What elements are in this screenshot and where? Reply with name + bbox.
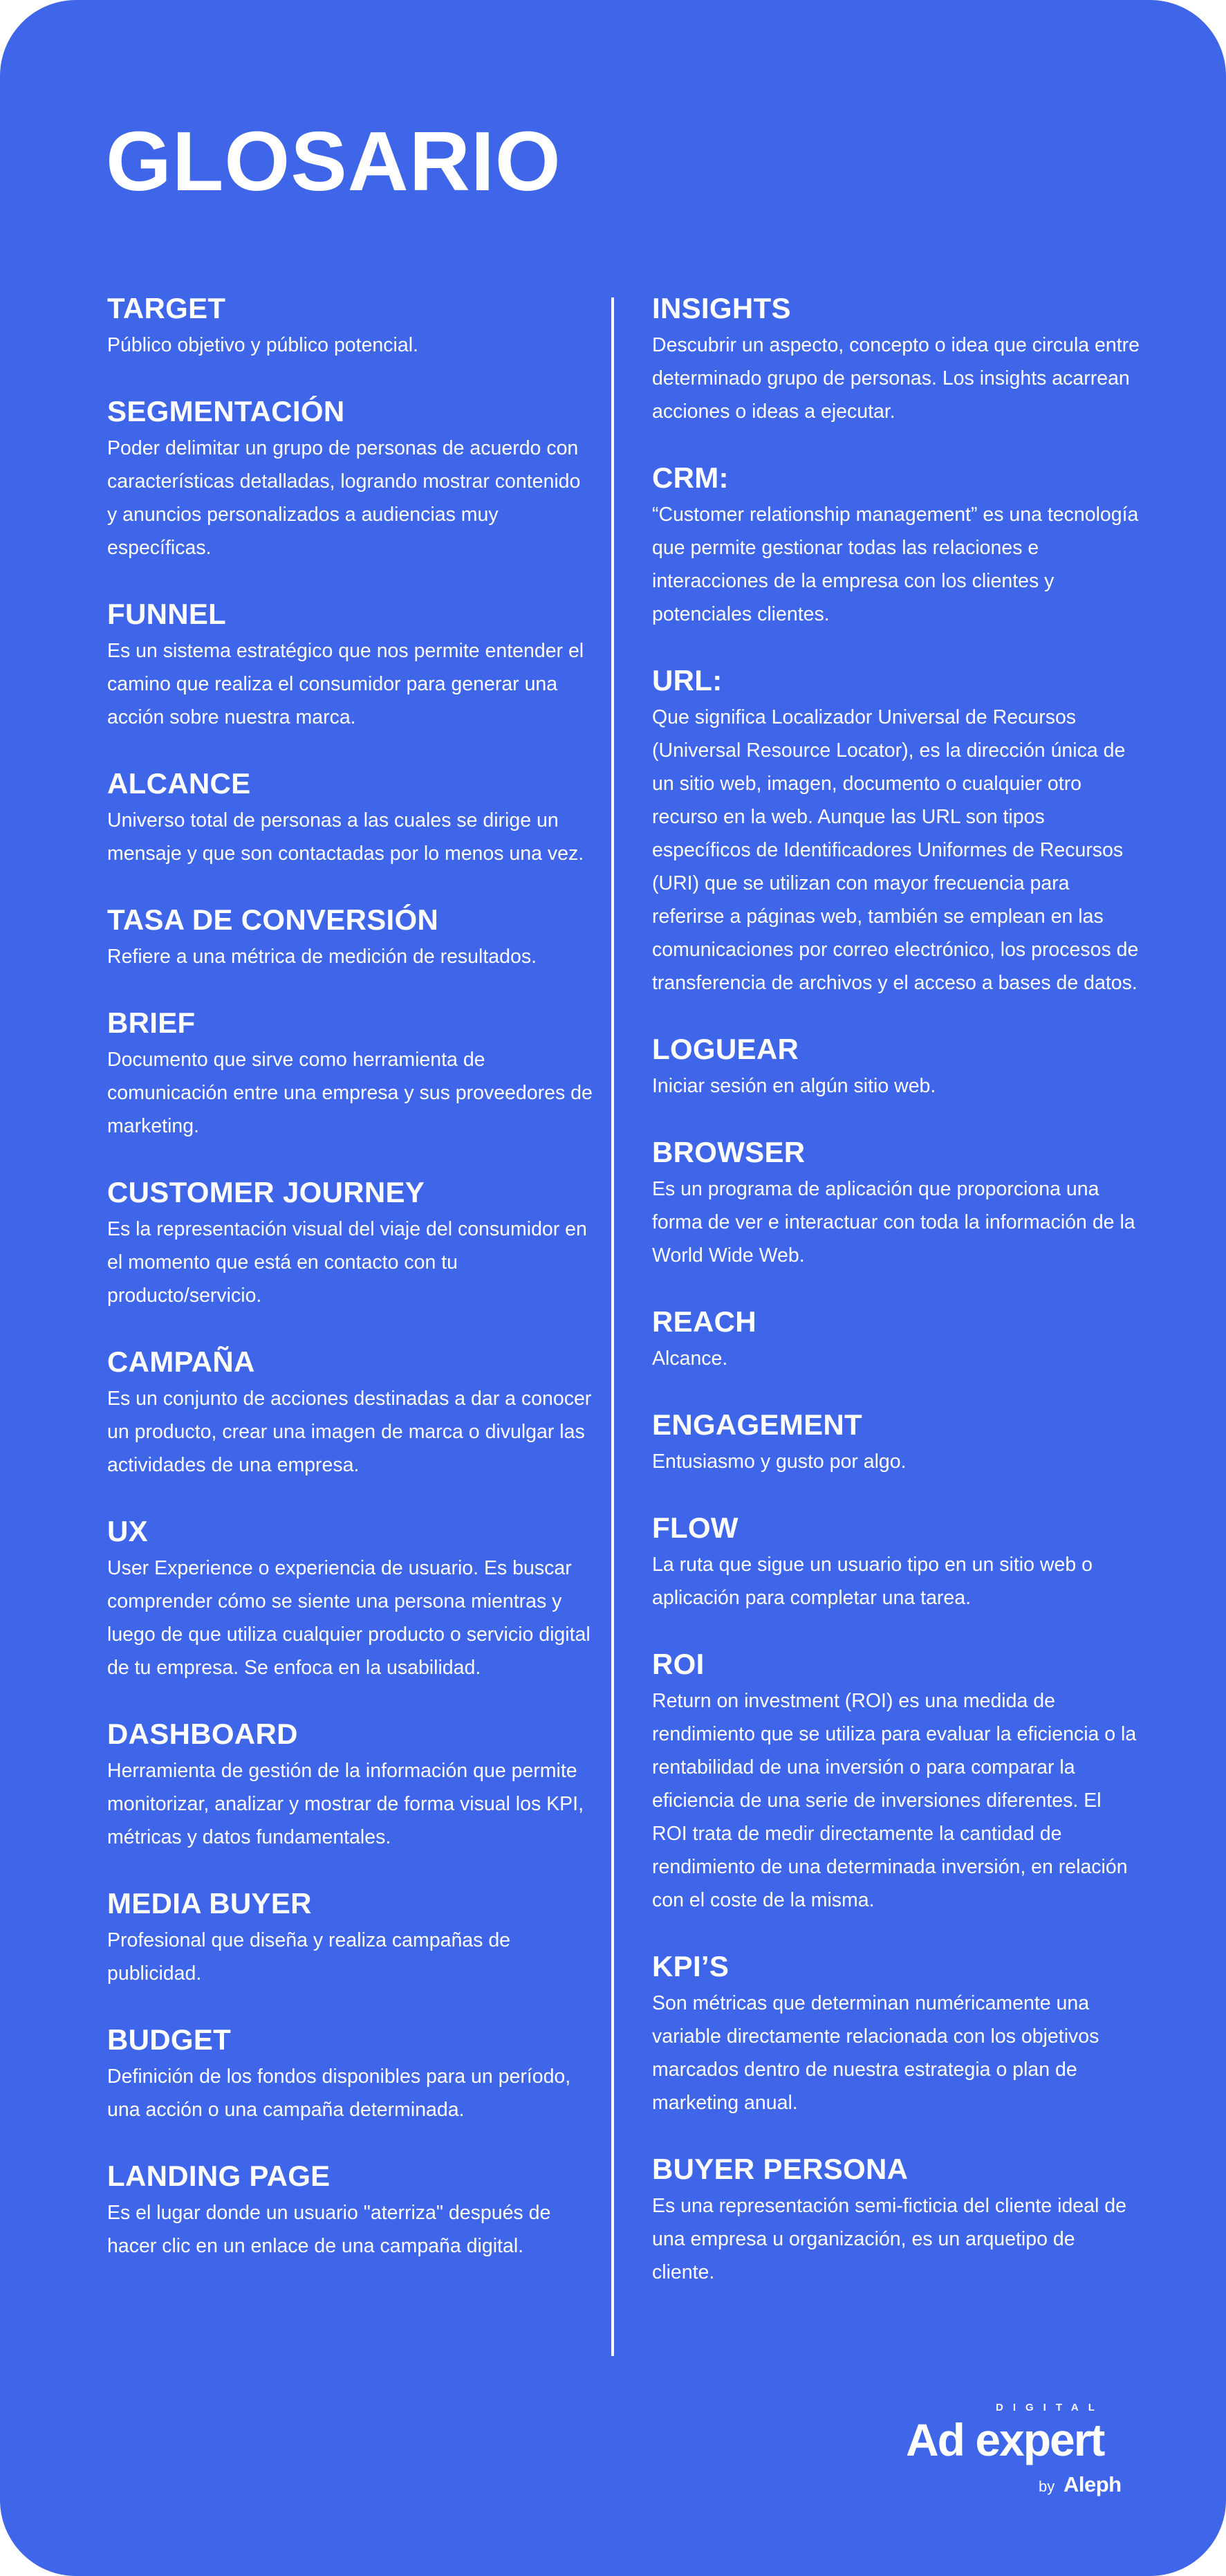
glossary-entry [652, 1647, 1140, 1917]
term-definition: Que significa Localizador Universal de Recursos (Universal Resource Locator), es la dirección única de un sitio web, imagen, documento o cualquier otro recurso en la web. Aunque las URL son tipos específicos de Identificadores Uniformes de Recursos (URI) que se utilizan con mayor frecuencia para referirse a páginas web, también se emplean en las comunicaciones por correo electrónico, los procesos de transferencia de archivos y el acceso a bases de datos. [652, 706, 1139, 994]
term-definition: Es un programa de aplicación que proporciona una forma de ver e interactuar con toda la información de la World Wide Web. [652, 1178, 1135, 1267]
term-definition: User Experience o experiencia de usuario. Es buscar comprender cómo se siente una persona mientras y luego de que utiliza cualquier producto o servicio digital de tu empresa. Se enfoca en la usabilidad. [107, 1557, 591, 1679]
term-title: BROWSER [652, 1136, 806, 1168]
glossary-entry [107, 1886, 595, 1990]
term-definition: Entusiasmo y gusto por algo. [652, 1451, 907, 1473]
term-title: FUNNEL [107, 598, 227, 630]
term-definition: Herramienta de gestión de la información que permite monitorizar, analizar y mostrar de forma visual los KPI, métricas y datos fundamentales. [107, 1760, 584, 1848]
term-title: TARGET [107, 292, 226, 324]
term-title: ALCANCE [107, 767, 251, 800]
term-definition: Universo total de personas a las cuales se dirige un mensaje y que son contactadas por lo menos una vez. [107, 809, 584, 865]
glossary-right-column [652, 291, 1140, 2289]
term-title: UX [107, 1515, 148, 1547]
term-title: INSIGHTS [652, 292, 791, 324]
glossary-entry [107, 2023, 595, 2126]
term-title: TASA DE CONVERSIÓN [107, 903, 439, 936]
glossary-entry [107, 766, 595, 870]
term-definition: Poder delimitar un grupo de personas de acuerdo con características detalladas, logrando mostrar contenido y anuncios personalizados a audiencias muy específicas. [107, 437, 581, 559]
term-title: ENGAGEMENT [652, 1408, 863, 1441]
term-definition: Iniciar sesión en algún sitio web. [652, 1075, 936, 1097]
glossary-entry [107, 2159, 595, 2263]
term-definition: Es la representación visual del viaje del consumidor en el momento que está en contacto con tu producto/servicio. [107, 1218, 587, 1307]
term-title: MEDIA BUYER [107, 1887, 312, 1920]
term-definition: Definición de los fondos disponibles para un período, una acción o una campaña determinada. [107, 2066, 571, 2121]
glossary-entry [652, 1511, 1140, 1614]
glossary-entry [652, 2152, 1140, 2289]
glossary-entry [652, 461, 1140, 631]
term-definition: “Customer relationship management” es una tecnología que permite gestionar todas las relaciones e interacciones de la empresa con los clientes y potenciales clientes. [652, 504, 1139, 625]
term-definition: Documento que sirve como herramienta de comunicación entre una empresa y sus proveedores de marketing. [107, 1049, 593, 1137]
glossary-entry [107, 291, 595, 362]
adexpert-logo [899, 2402, 1127, 2505]
term-title: LOGUEAR [652, 1033, 799, 1065]
glossary-entry [107, 1345, 595, 1482]
logo-brand-name: Ad expert [906, 2414, 1104, 2465]
term-definition: La ruta que sigue un usuario tipo en un sitio web o aplicación para completar una tarea. [652, 1554, 1093, 1609]
term-definition: Return on investment (ROI) es una medida de rendimiento que se utiliza para evaluar la eficiencia o la rentabilidad de una inversión o para comparar la eficiencia de una serie de inversiones diferentes. El ROI trata de medir directamente la cantidad de rendimiento de una determinada inversión, en relación con el coste de la misma. [652, 1690, 1137, 1911]
glossary-entry [652, 1305, 1140, 1375]
term-title: DASHBOARD [107, 1718, 298, 1750]
column-divider [611, 297, 614, 2356]
term-definition: Profesional que diseña y realiza campañas de publicidad. [107, 1929, 511, 1985]
term-title: ROI [652, 1648, 705, 1680]
term-title: FLOW [652, 1511, 739, 1544]
term-title: KPI’S [652, 1950, 730, 1982]
page-title: GLOSARIO [106, 114, 561, 208]
term-definition: Es un sistema estratégico que nos permite entender el camino que realiza el consumidor para generar una acción sobre nuestra marca. [107, 640, 584, 728]
term-definition: Es una representación semi-ficticia del cliente ideal de una empresa u organización, es un arquetipo de cliente. [652, 2195, 1126, 2283]
glossary-entry [107, 1514, 595, 1684]
glossary-entry [652, 663, 1140, 1000]
term-definition: Es el lugar donde un usuario "aterriza" después de hacer clic en un enlace de una campaña digital. [107, 2202, 551, 2257]
logo-parent-brand: Aleph [1064, 2472, 1122, 2496]
term-title: CAMPAÑA [107, 1345, 255, 1378]
term-definition: Refiere a una métrica de medición de resultados. [107, 946, 537, 968]
glossary-entry [107, 394, 595, 564]
glossary-entry [107, 903, 595, 973]
glossary-entry [652, 1032, 1140, 1103]
term-definition: Son métricas que determinan numéricamente una variable directamente relacionada con los objetivos marcados dentro de nuestra estrategia o plan de marketing anual. [652, 1992, 1099, 2114]
term-title: CUSTOMER JOURNEY [107, 1176, 425, 1208]
term-definition: Público objetivo y público potencial. [107, 334, 418, 356]
term-title: SEGMENTACIÓN [107, 395, 345, 427]
term-title: LANDING PAGE [107, 2160, 331, 2192]
glossary-left-column [107, 291, 595, 2263]
term-title: BRIEF [107, 1006, 196, 1039]
logo-by-text: by [1039, 2478, 1055, 2495]
term-title: BUDGET [107, 2023, 232, 2056]
glossary-entry [107, 1006, 595, 1143]
term-title: BUYER PERSONA [652, 2153, 909, 2185]
glossary-entry [652, 291, 1140, 428]
term-definition: Alcance. [652, 1347, 728, 1370]
glossary-entry [107, 1717, 595, 1854]
glossary-entry [107, 1175, 595, 1312]
term-definition: Es un conjunto de acciones destinadas a dar a conocer un producto, crear una imagen de marca o divulgar las actividades de una empresa. [107, 1388, 592, 1476]
term-title: CRM: [652, 461, 729, 494]
glossary-entry [652, 1408, 1140, 1478]
glossary-entry [652, 1135, 1140, 1272]
glossary-entry [652, 1949, 1140, 2119]
term-title: REACH [652, 1305, 756, 1338]
logo-tagline: DIGITAL [996, 2402, 1104, 2413]
glossary-entry [107, 597, 595, 734]
term-definition: Descubrir un aspecto, concepto o idea que circula entre determinado grupo de personas. Los insights acarrean acciones o ideas a ejecutar. [652, 334, 1140, 423]
term-title: URL: [652, 664, 723, 697]
